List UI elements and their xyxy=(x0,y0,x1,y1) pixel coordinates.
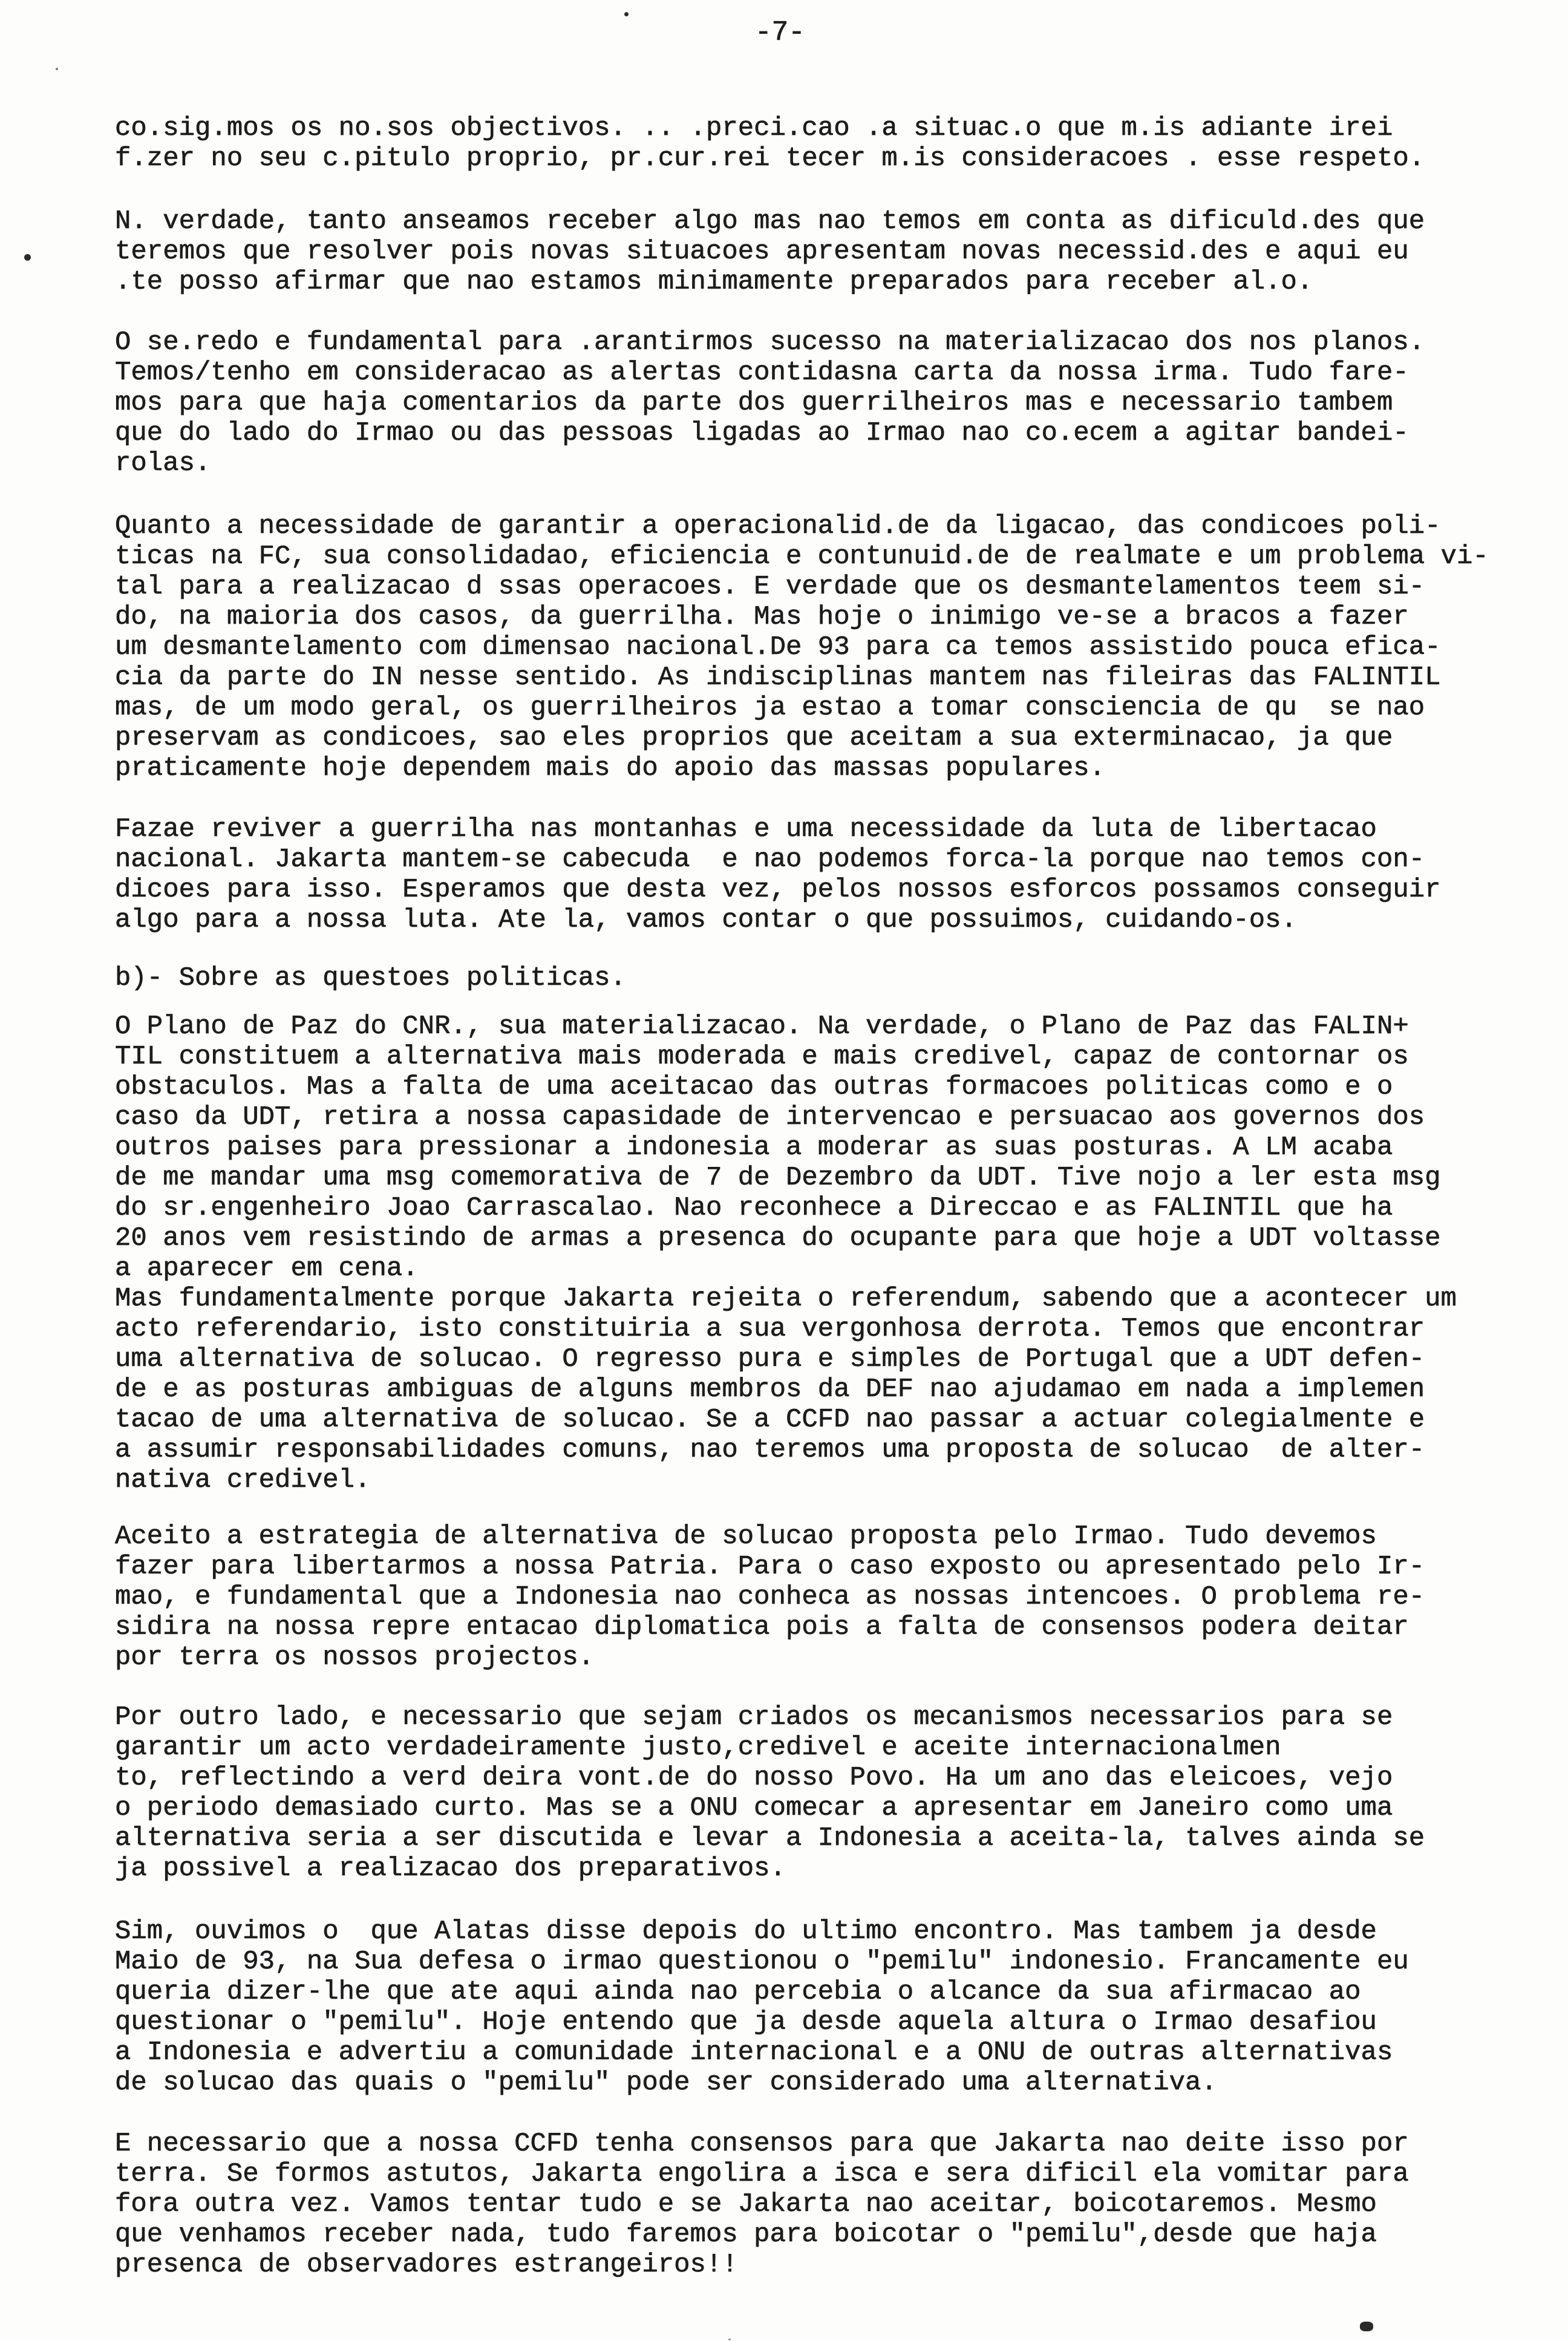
text-line: que do lado do Irmao ou das pessoas ligadas ao Irmao nao co.ecem a agitar bandei- xyxy=(115,418,1409,448)
paragraph xyxy=(115,1011,1457,1495)
text-line: que venhamos receber nada, tudo faremos para boicotar o "pemilu",desde que haja xyxy=(115,2219,1377,2250)
text-line: de solucao das quais o "pemilu" pode ser considerado uma alternativa. xyxy=(115,2068,1217,2098)
text-line: de e as posturas ambiguas de alguns membros da DEF nao ajudamao em nada a implemen xyxy=(115,1374,1425,1405)
text-line: Por outro lado, e necessario que sejam criados os mecanismos necessarios para se xyxy=(115,1702,1393,1732)
text-line: um desmantelamento com dimensao nacional.De 93 para ca temos assistido pouca efica- xyxy=(115,632,1441,662)
text-line: TIL constituem a alternativa mais moderada e mais credivel, capaz de contornar os xyxy=(115,1042,1409,1072)
text-line: mas, de um modo geral, os guerrilheiros ja estao a tomar consciencia de qu se nao xyxy=(115,693,1425,723)
text-line: por terra os nossos projectos. xyxy=(115,1642,595,1673)
text-line: terra. Se formos astutos, Jakarta engolira a isca e sera dificil ela vomitar para xyxy=(115,2159,1409,2189)
section-heading xyxy=(115,963,626,993)
text-line: a Indonesia e advertiu a comunidade internacional e a ONU de outras alternativas xyxy=(115,2037,1393,2068)
text-line: garantir um acto verdadeiramente justo,credivel e aceite internacionalmen xyxy=(115,1732,1281,1763)
text-line: Aceito a estrategia de alternativa de solucao proposta pelo Irmao. Tudo devemos xyxy=(115,1521,1377,1552)
ink-speck xyxy=(24,254,31,261)
text-line: uma alternativa de solucao. O regresso pura e simples de Portugal que a UDT defen- xyxy=(115,1344,1425,1374)
text-line: nacional. Jakarta mantem-se cabecuda e nao podemos forca-la porque nao temos con- xyxy=(115,844,1425,875)
text-line: questionar o "pemilu". Hoje entendo que ja desde aquela altura o Irmao desafiou xyxy=(115,2007,1377,2037)
text-line: a assumir responsabilidades comuns, nao teremos uma proposta de solucao de alter- xyxy=(115,1435,1425,1465)
text-line: N. verdade, tanto anseamos receber algo mas nao temos em conta as dificuld.des que xyxy=(115,206,1425,237)
text-line: O se.redo e fundamental para .arantirmos sucesso na materializacao dos nos planos. xyxy=(115,327,1425,358)
paragraph xyxy=(115,206,1425,297)
text-line: algo para a nossa luta. Ate la, vamos contar o que possuimos, cuidando-os. xyxy=(115,905,1297,935)
paragraph xyxy=(115,113,1425,174)
paragraph xyxy=(115,511,1489,783)
text-line: to, reflectindo a verd deira vont.de do nosso Povo. Ha um ano das eleicoes, vejo xyxy=(115,1763,1393,1793)
text-line: outros paises para pressionar a indonesia a moderar as suas posturas. A LM acaba xyxy=(115,1132,1393,1163)
text-line: Mas fundamentalmente porque Jakarta rejeita o referendum, sabendo que a acontecer um xyxy=(115,1284,1457,1314)
text-line: do, na maioria dos casos, da guerrilha. Mas hoje o inimigo ve-se a bracos a fazer xyxy=(115,602,1409,632)
text-line: tacao de uma alternativa de solucao. Se a CCFD nao passar a actuar colegialmente e xyxy=(115,1405,1425,1435)
text-line: b)- Sobre as questoes politicas. xyxy=(115,963,626,993)
text-line: O Plano de Paz do CNR., sua materializacao. Na verdade, o Plano de Paz das FALIN+ xyxy=(115,1011,1409,1042)
text-line: Sim, ouvimos o que Alatas disse depois do ultimo encontro. Mas tambem ja desde xyxy=(115,1916,1377,1947)
paragraph xyxy=(115,1702,1425,1884)
text-line: f.zer no seu c.pitulo proprio, pr.cur.rei tecer m.is consideracoes . esse respeto. xyxy=(115,143,1425,174)
paragraph xyxy=(115,1521,1425,1673)
text-line: fazer para libertarmos a nossa Patria. Para o caso exposto ou apresentado pelo Ir- xyxy=(115,1552,1425,1582)
text-line: obstaculos. Mas a falta de uma aceitacao das outras formacoes politicas como e o xyxy=(115,1072,1393,1102)
text-line: mao, e fundamental que a Indonesia nao conheca as nossas intencoes. O problema re- xyxy=(115,1582,1425,1612)
text-line: do sr.engenheiro Joao Carrascalao. Nao reconhece a Direccao e as FALINTIL que ha xyxy=(115,1193,1393,1223)
text-line: a aparecer em cena. xyxy=(115,1253,419,1284)
text-line: o periodo demasiado curto. Mas se a ONU comecar a apresentar em Janeiro como uma xyxy=(115,1793,1393,1823)
paragraph xyxy=(115,814,1441,935)
text-line: .te posso afirmar que nao estamos minimamente preparados para receber al.o. xyxy=(115,267,1313,297)
text-line: Quanto a necessidade de garantir a operacionalid.de da ligacao, das condicoes poli- xyxy=(115,511,1441,541)
text-line: alternativa seria a ser discutida e levar a Indonesia a aceita-la, talves ainda se xyxy=(115,1823,1425,1853)
text-line: 20 anos vem resistindo de armas a presenca do ocupante para que hoje a UDT voltasse xyxy=(115,1223,1441,1253)
ink-speck xyxy=(624,12,629,16)
paragraph xyxy=(115,2129,1409,2280)
text-line: tal para a realizacao d ssas operacoes. E verdade que os desmantelamentos teem si- xyxy=(115,572,1425,602)
text-line: ticas na FC, sua consolidadao, eficiencia e contunuid.de de realmate e um problema vi- xyxy=(115,541,1489,572)
text-line: mos para que haja comentarios da parte dos guerrilheiros mas e necessario tambem xyxy=(115,388,1393,418)
text-line: sidira na nossa repre entacao diplomatica pois a falta de consensos podera deitar xyxy=(115,1612,1409,1642)
text-line: preservam as condicoes, sao eles proprios que aceitam a sua exterminacao, ja que xyxy=(115,723,1393,753)
text-line: E necessario que a nossa CCFD tenha consensos para que Jakarta nao deite isso por xyxy=(115,2129,1409,2159)
text-line: dicoes para isso. Esperamos que desta vez, pelos nossos esforcos possamos conseguir xyxy=(115,875,1441,905)
text-line: caso da UDT, retira a nossa capasidade de intervencao e persuacao aos governos dos xyxy=(115,1102,1425,1132)
text-line: Temos/tenho em consideracao as alertas contidasna carta da nossa irma. Tudo fare- xyxy=(115,358,1409,388)
ink-speck xyxy=(56,68,58,70)
page-number: -7- xyxy=(755,17,805,48)
text-line: presenca de observadores estrangeiros!! xyxy=(115,2250,738,2280)
text-line: co.sig.mos os no.sos objectivos. .. .preci.cao .a situac.o que m.is adiante irei xyxy=(115,113,1393,143)
text-line: rolas. xyxy=(115,448,211,478)
ink-speck xyxy=(728,2339,731,2340)
text-line: fora outra vez. Vamos tentar tudo e se Jakarta nao aceitar, boicotaremos. Mesmo xyxy=(115,2189,1377,2219)
text-line: Maio de 93, na Sua defesa o irmao questionou o "pemilu" indonesio. Francamente eu xyxy=(115,1947,1409,1977)
text-line: praticamente hoje dependem mais do apoio das massas populares. xyxy=(115,753,1106,783)
text-line: nativa credivel. xyxy=(115,1465,371,1495)
text-line: de me mandar uma msg comemorativa de 7 de Dezembro da UDT. Tive nojo a ler esta msg xyxy=(115,1163,1441,1193)
text-line: Fazae reviver a guerrilha nas montanhas e uma necessidade da luta de libertacao xyxy=(115,814,1377,844)
text-line: ja possivel a realizacao dos preparativos. xyxy=(115,1853,786,1884)
paragraph xyxy=(115,1916,1409,2098)
paragraph xyxy=(115,327,1425,478)
text-line: acto referendario, isto constituiria a sua vergonhosa derrota. Temos que encontrar xyxy=(115,1314,1425,1344)
text-line: cia da parte do IN nesse sentido. As indisciplinas mantem nas fileiras das FALINTIL xyxy=(115,662,1441,693)
ink-speck xyxy=(1360,2322,1373,2331)
text-line: queria dizer-lhe que ate aqui ainda nao percebia o alcance da sua afirmacao ao xyxy=(115,1977,1361,2007)
text-line: teremos que resolver pois novas situacoes apresentam novas necessid.des e aqui eu xyxy=(115,237,1409,267)
